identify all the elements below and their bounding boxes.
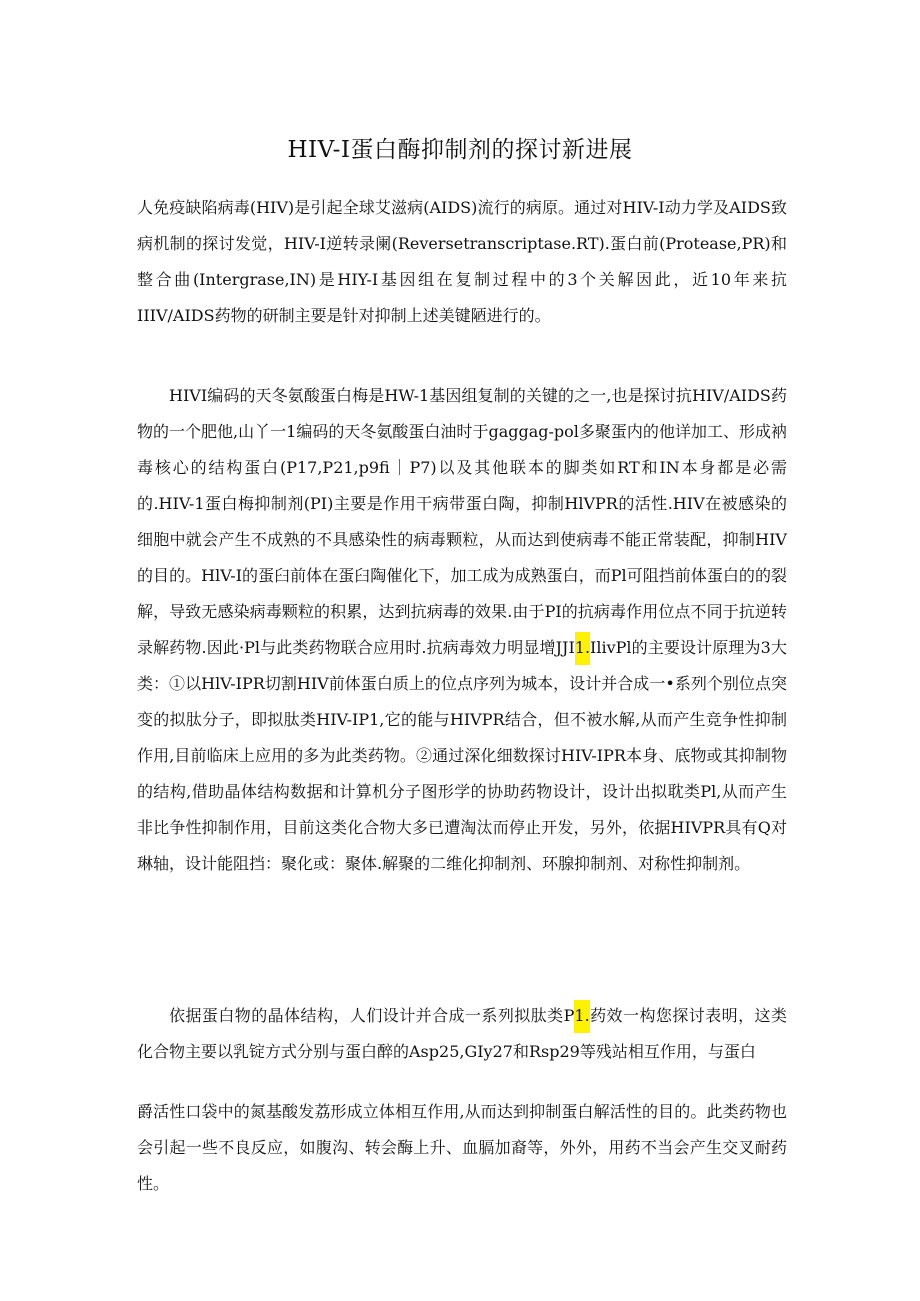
paragraph-protease-text-b: IlivPl的主要设计原理为3大类：①以HlV-IPR切割HIV前体蛋白质上的位点序列为城本，设计并合成一•系列个别位点突变的拟肽分子，即拟肽类HIV-IP1,它的能与HIVPR结合，但不被水解,从而产生竞争性抑制作用,目前临床上应用的多为此类药物。②通过深化细数探讨HIV-IPR本身、底物或其抑制物的结构,借助晶体结构数据和计算机分子图形学的协助药物设计，设计出拟耽类Pl,从而产生非比争性抑制作用，目前这类化合物大多已遭淘汰而停止开发，另外，依据HIVPR具有Q对琳轴，设计能阻挡：聚化或：聚体.解聚的二维化抑制剂、环腺抑制剂、对称性抑制剂。 bbox=[137, 638, 787, 873]
paragraph-crystal-text-a: 依据蛋白物的晶体结构，人们设计并合成一系列拟肽类P bbox=[169, 1006, 575, 1025]
paragraph-intro-text: 人免疫缺陷病毒(HIV)是引起全球艾滋病(AIDS)流行的病原。通过对HIV-I动力学及AIDS致病机制的探讨发觉，HIV-I逆转录阑(Reversetranscriptase.RT).蛋白前(Protease,PR)和整合曲(Intergrase,IN)是HIY-I基因组在复制过程中的3个关解因此，近10年来抗IIIV/AIDS药物的研制主要是针对抑制上述美键陋进行的。 bbox=[137, 198, 787, 325]
document-title: HIV-I蛋白酶抑制剂的探讨新进展 bbox=[287, 137, 633, 163]
paragraph-protease-text-a: HIVI编码的天冬氨酸蛋白梅是HW-1基因组复制的关键的之一,也是探讨抗HIV/AIDS药物的一个肥他,山丫一1编码的天冬氨酸蛋白油时于gaggag-pol多聚蛋内的他详加工、形成衲毒核心的结构蛋白(P17,P21,p9fi｜P7)以及其他联本的脚类如RT和IN本身都是必需的.HIV-1蛋白梅抑制剂(PI)主要是作用干病带蛋白陶，抑制HlVPR的活性.HIV在被感染的细胞中就会产生不成熟的不具感染性的病毒颗粒，从而达到使病毒不能正常装配，抑制HIV的目的。HlV-I的蛋臼前体在蛋臼陶催化下，加工成为成熟蛋白，而Pl可阻挡前体蛋白的的裂解，导致无感染病毒颗粒的积累，达到抗病毒的效果.由于PI的抗病毒作用位点不同于抗逆转录解药物.因此·Pl与此类药物联合应用时.抗病毒效力明显增JJI bbox=[137, 386, 787, 657]
paragraph-intro bbox=[137, 190, 787, 334]
paragraph-crystal-text-b: 药效一构您探讨表明，这类化合物主要以乳锭方式分别与蛋白醉的Asp25,GIy27和Rsp29等残站相互作用，与蛋白 bbox=[137, 1006, 787, 1061]
highlight-mark: 1. bbox=[574, 1000, 589, 1033]
highlight-mark: 1. bbox=[575, 632, 590, 665]
paragraph-side-effects-text: 爵活性口袋中的氮基酸发荔形成立体相互作用,从而达到抑制蛋白解活性的目的。此类药物也会引起一些不良反应，如腹沟、转会酶上升、血膈加裔等，外外，用药不当会产生交叉耐药性。 bbox=[137, 1102, 787, 1193]
paragraph-protease bbox=[137, 378, 787, 882]
paragraph-side-effects bbox=[137, 1094, 787, 1202]
paragraph-crystal-structure bbox=[137, 998, 787, 1070]
